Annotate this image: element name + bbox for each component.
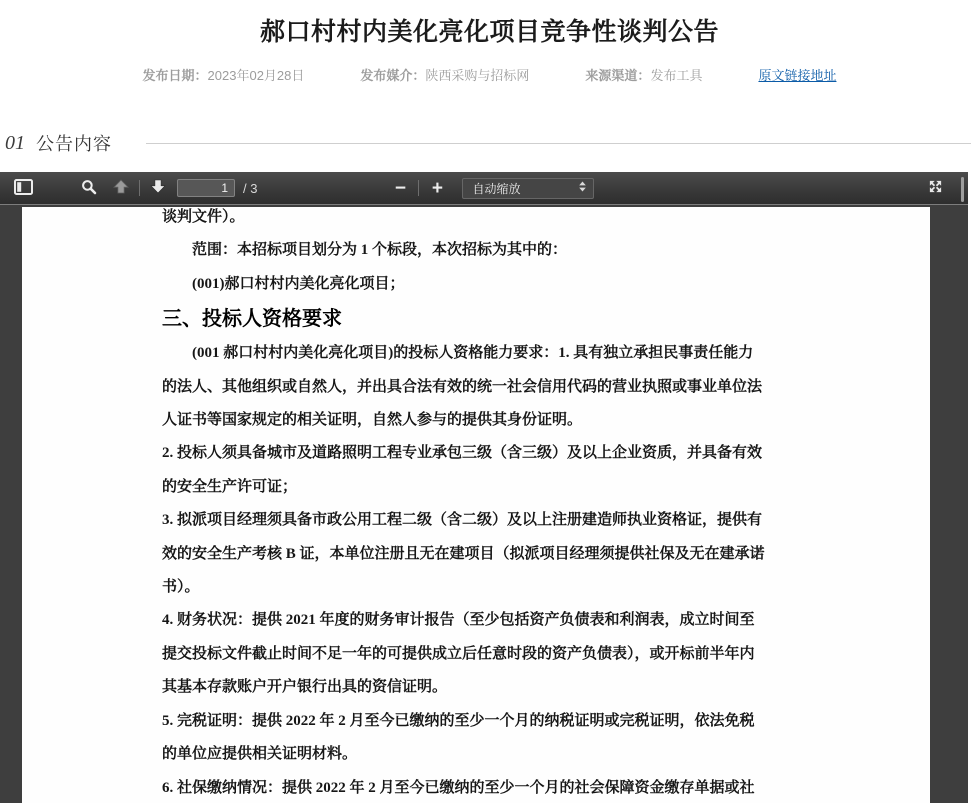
document-text-line: 3. 拟派项目经理须具备市政公用工程二级（含二级）及以上注册建造师执业资格证，提供有 [162,504,804,537]
next-page-button[interactable] [145,176,171,200]
document-text-line: 5. 完税证明：提供 2022 年 2 月至今已缴纳的至少一个月的纳税证明或完税证明，依法免税 [162,705,804,738]
page-up-icon [113,179,129,197]
document-text-line: 4. 财务状况：提供 2021 年度的财务审计报告（至少包括资产负债表和利润表，成立时间至 [162,604,804,637]
toolbar-separator [418,180,419,196]
meta-label: 发布媒介： [360,68,425,83]
pdf-viewer [0,172,968,803]
pdf-document-text [162,207,804,803]
toolbar-separator [139,180,140,196]
document-text-line: 的单位应提供相关证明材料。 [162,738,804,771]
viewer-scrollbar-thumb[interactable] [961,177,964,202]
section-number: 01 [5,132,25,155]
meta-value: 发布工具 [650,68,702,83]
document-text-line: 2. 投标人须具备城市及道路照明工程专业承包三级（含三级）及以上企业资质，并具备有效 [162,437,804,470]
meta-value: 陕西采购与招标网 [425,68,529,83]
document-text-line: 其基本存款账户开户银行出具的资信证明。 [162,671,804,704]
zoom-in-button[interactable] [424,176,450,200]
pdf-document-page [22,207,930,803]
meta-label: 来源渠道： [585,68,650,83]
previous-page-button[interactable] [108,176,134,200]
document-text-line: 三、投标人资格要求 [162,301,804,337]
zoom-select[interactable] [462,178,594,199]
meta-label: 发布日期： [143,68,208,83]
document-text-line: 范围：本招标项目划分为 1 个标段，本次招标为其中的： [162,234,804,267]
sidebar-toggle-button[interactable] [10,176,36,200]
document-text-line: 书）。 [162,571,804,604]
page-title: 郝口村村内美化亮化项目竞争性谈判公告 [0,12,979,48]
document-text-line: 6. 社保缴纳情况：提供 2022 年 2 月至今已缴纳的至少一个月的社会保障资金缴存单据或社 [162,772,804,803]
document-text-line: 的法人、其他组织或自然人，并出具合法有效的统一社会信用代码的营业执照或事业单位法 [162,371,804,404]
zoom-out-button[interactable] [387,176,413,200]
page-count-label: / 3 [243,181,257,196]
search-button[interactable] [76,176,102,200]
document-text-line: 谈判文件）。 [162,207,804,234]
page-number-input[interactable] [177,179,235,197]
section-header [5,130,971,156]
meta-value: 2023年02月28日 [208,68,305,83]
document-text-line: 提交投标文件截止时间不足一年的可提供成立后任意时段的资产负债表），或开标前半年内 [162,638,804,671]
fullscreen-icon [928,179,943,197]
meta-source-channel [585,65,702,84]
fullscreen-button[interactable] [922,176,948,200]
section-title: 公告内容 [36,130,112,156]
original-link[interactable]: 原文链接地址 [758,65,836,84]
document-text-line: 效的安全生产考核 B 证，本单位注册且无在建项目（拟派项目经理须提供社保及无在建承诺 [162,538,804,571]
document-text-line: 人证书等国家规定的相关证明，自然人参与的提供其身份证明。 [162,404,804,437]
zoom-in-icon: + [432,179,443,198]
zoom-select-value: 自动缩放 [472,180,578,197]
page-down-icon [150,179,166,197]
search-icon [81,179,97,198]
document-text-line: (001)郝口村村内美化亮化项目； [162,268,804,301]
document-text-line: 的安全生产许可证； [162,471,804,504]
chevron-updown-icon [578,180,587,196]
pdf-toolbar [0,172,968,205]
sidebar-toggle-icon [14,179,33,198]
document-text-line: (001 郝口村村内美化亮化项目)的投标人资格能力要求：1. 具有独立承担民事责任能力 [162,337,804,370]
meta-publish-medium [360,65,529,84]
zoom-out-icon: − [395,179,406,198]
meta-publish-date [143,65,305,84]
meta-row [0,65,979,84]
section-divider [146,143,971,144]
